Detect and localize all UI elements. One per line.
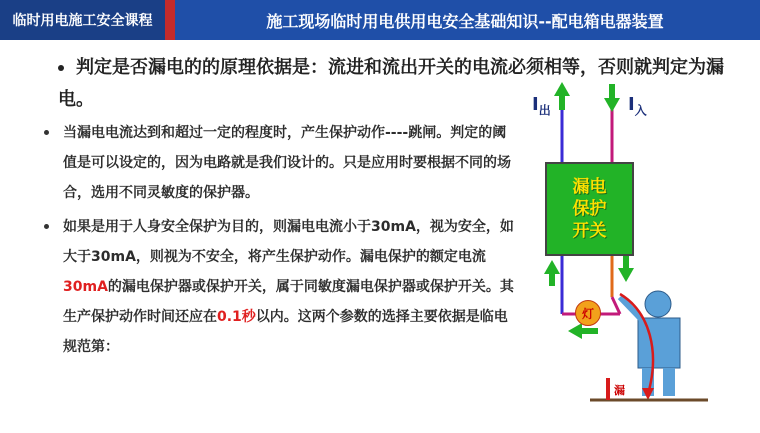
leak-label: 漏: [614, 384, 625, 397]
left-up-arrow-icon: [544, 260, 560, 274]
bullet-1-text: 当漏电电流达到和超过一定的程度时，产生保护动作----跳闸。判定的阈值是可以设定的，因为电路就是我们设计的。只是应用时要根据不同的场合，选用不同灵敏度的保护器。: [63, 125, 511, 201]
in-arrow-icon: [604, 98, 620, 112]
header-accent: [165, 0, 175, 40]
return-arrow-shaft: [582, 328, 598, 334]
switch-label-2: 保护: [572, 199, 607, 219]
current-in-sub: 入: [634, 103, 647, 118]
bullet-2: [44, 212, 514, 362]
current-in-label: [628, 94, 647, 119]
person-leg-right: [663, 368, 675, 396]
bullet-2-part2: 的漏电保护器或保护开关，属于同敏度漏电保护器或保护开关。其生产保护动作时间还应在: [63, 279, 514, 325]
current-in-symbol: I: [628, 94, 635, 115]
bullet-2-part1: 如果是用于人身安全保护为目的，则漏电电流小于30mA，视为安全，如大于30mA，则视为不安全，将产生保护动作。漏电保护的额定电流: [63, 219, 514, 265]
current-out-sub: 出: [538, 103, 551, 118]
switch-label-3: 开关: [572, 221, 607, 241]
out-arrow-icon: [554, 82, 570, 96]
bullet-dot: [44, 130, 49, 135]
person-head: [645, 291, 671, 317]
return-arrow-icon: [568, 323, 582, 339]
leak-marker: [606, 378, 610, 400]
person-arm: [620, 297, 644, 322]
current-out-symbol: I: [532, 94, 539, 115]
in-arrow-shaft: [609, 84, 615, 98]
bullet-1: [44, 118, 514, 208]
switch-label-1: 漏电: [572, 177, 607, 197]
headline-text: 判定是否漏电的的原理依据是：流进和流出开关的电流必须相等，否则就判定为漏电。: [58, 57, 724, 110]
bullet-dot: [58, 65, 64, 71]
person-body: [638, 318, 680, 368]
out-arrow-shaft: [559, 96, 565, 110]
lamp-icon: 灯: [575, 300, 601, 326]
right-down-arrow-icon: [618, 268, 634, 282]
action-time: 0.1秒: [217, 309, 256, 325]
current-out-label: [532, 94, 551, 119]
left-up-arrow-shaft: [549, 274, 555, 286]
bullet-dot: [44, 224, 49, 229]
page-title: 施工现场临时用电供用电安全基础知识--配电箱电器装置: [266, 11, 664, 31]
right-down-arrow-shaft: [623, 256, 629, 268]
course-tab[interactable]: 临时用电施工安全课程: [0, 0, 165, 40]
leakage-diagram: [520, 82, 710, 402]
leakage-switch: [545, 162, 634, 256]
bullet-2-part3: 以内。这两个参数的选择主要依据是临电规范第：: [63, 309, 508, 355]
rated-current: 30mA: [63, 279, 108, 295]
bullet-2-text: [63, 212, 514, 362]
